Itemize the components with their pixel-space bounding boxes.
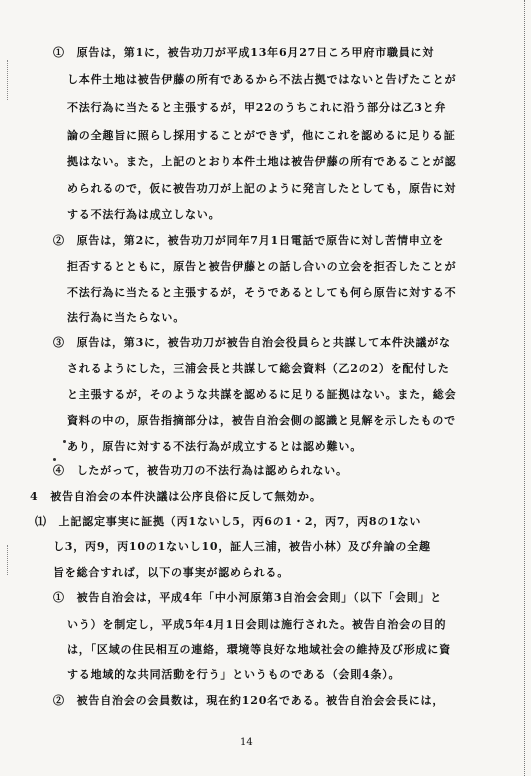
text-line: 法行為に当たらない。	[67, 311, 185, 324]
text-line: ① 原告は，第1に，被告功刀が平成13年6月27日ころ甲府市職員に対	[53, 46, 435, 59]
text-line: あり，原告に対する不法行為が成立するとは認め難い。	[67, 440, 362, 453]
text-line: 不法行為に当たると主張するが，そうであるとしても何ら原告に対する不	[67, 286, 457, 299]
text-line: 資料の中の，原告指摘部分は，被告自治会側の認識と見解を示したもので	[67, 414, 456, 427]
page-number: 14	[240, 737, 253, 748]
text-line: 4 被告自治会の本件決議は公序良俗に反して無効か。	[30, 490, 322, 503]
text-line: する不法行為は成立しない。	[67, 208, 221, 221]
text-line: 旨を総合すれば，以下の事実が認められる。	[53, 566, 289, 579]
text-line: ① 被告自治会は，平成4年「中小河原第3自治会会則」（以下「会則」と	[53, 591, 443, 604]
text-line: 論の全趣旨に照らし採用することができず，他にこれを認めるに足りる証	[67, 129, 456, 142]
text-line: ④ したがって，被告功刀の不法行為は認められない。	[53, 464, 348, 477]
text-line: されるようにした，三浦会長と共謀して総会資料（乙2の2）を配付した	[67, 362, 450, 375]
text-line: し3，丙9，丙10の1ないし10，証人三浦，被告小林）及び弁論の全趣	[53, 540, 431, 553]
text-line: ② 被告自治会の会員数は，現在約120名である。被告自治会会長には，	[53, 694, 445, 707]
left-margin-mark	[7, 545, 11, 575]
text-line: は，「区域の住民相互の連絡，環境等良好な地域社会の維持及び形成に資	[67, 643, 451, 656]
text-line: 拠はない。また，上記のとおり本件土地は被告伊藤の所有であることが認	[67, 155, 457, 168]
text-line: と主張するが，そのような共謀を認めるに足りる証拠はない。また，総会	[67, 388, 457, 401]
margin-dot	[63, 440, 66, 443]
left-margin-mark	[7, 60, 11, 100]
text-line: 拒否するとともに，原告と被告伊藤との話し合いの立会を拒否したことが	[67, 260, 457, 273]
text-line: められるので，仮に被告功刀が上記のように発言したとしても，原告に対	[67, 182, 457, 195]
margin-dot	[53, 458, 56, 461]
right-margin-mark	[524, 0, 527, 776]
text-line: いう）を制定し，平成5年4月1日会則は施行された。被告自治会の目的	[67, 618, 447, 631]
text-line: 不法行為に当たると主張するが，甲22のうちこれに沿う部分は乙3と弁	[67, 101, 447, 114]
text-line: し本件土地は被告伊藤の所有であるから不法占拠ではないと告げたことが	[67, 73, 457, 86]
text-line: ③ 原告は，第3に，被告功刀が被告自治会役員らと共謀して本件決議がな	[53, 336, 451, 349]
text-line: ② 原告は，第2に，被告功刀が同年7月1日電話で原告に対し苦情申立を	[53, 234, 445, 247]
text-line: ⑴ 上記認定事実に証拠（丙1ないし5，丙6の1・2，丙7，丙8の1ない	[35, 515, 422, 528]
text-line: する地域的な共同活動を行う」というものである（会則4条）。	[67, 668, 401, 681]
